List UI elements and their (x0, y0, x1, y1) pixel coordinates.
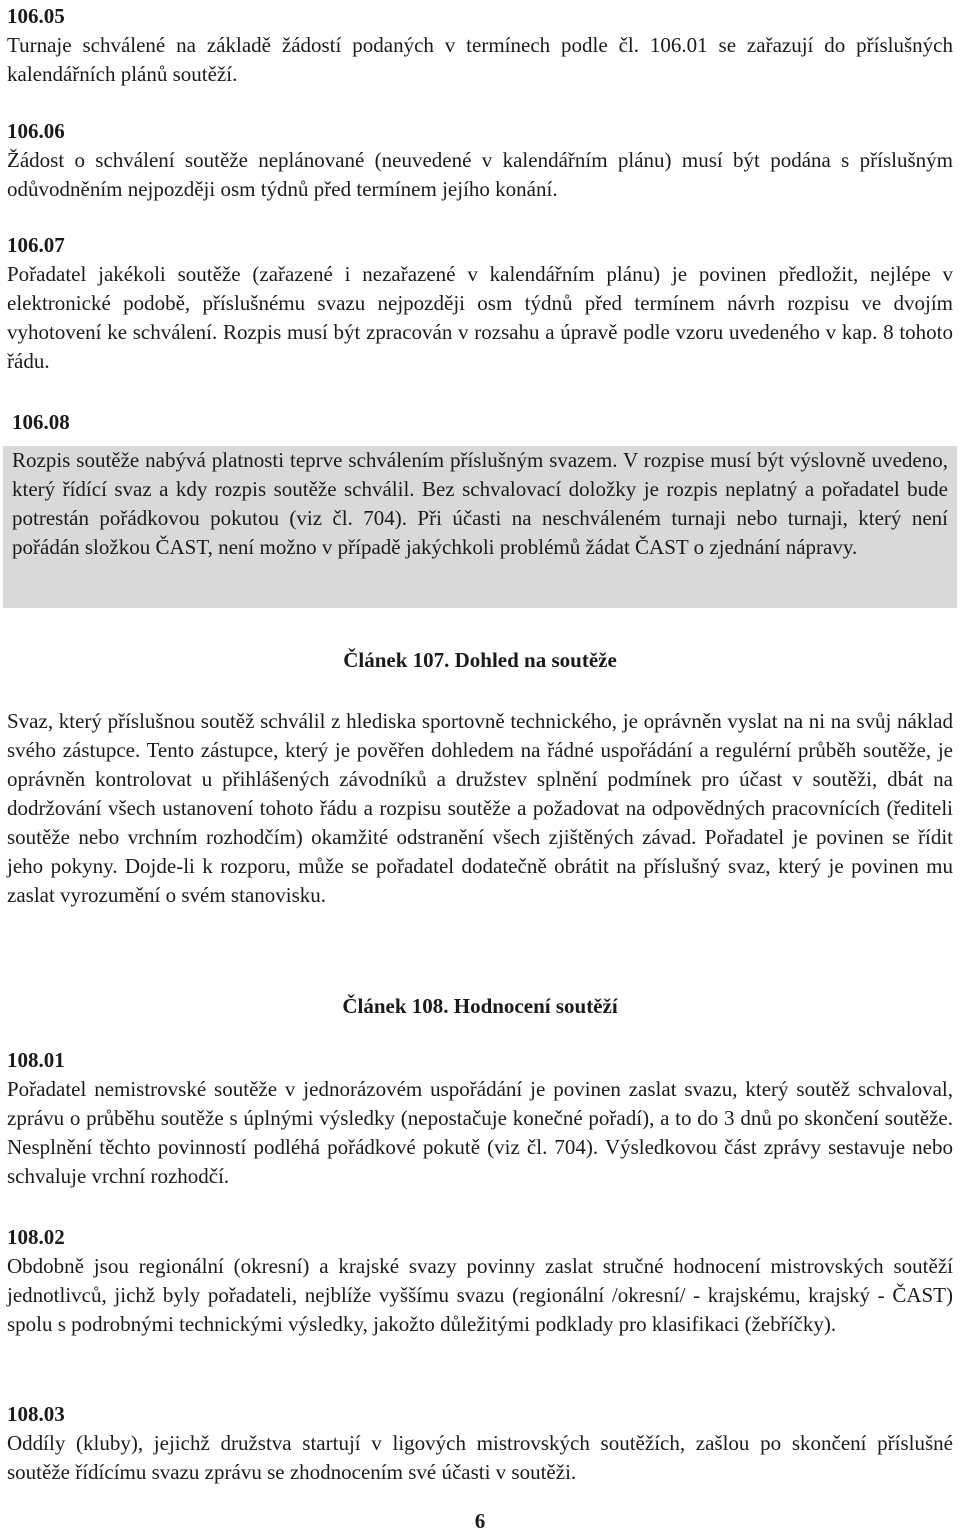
section-text: Oddíly (kluby), jejichž družstva startují v ligových mistrovských soutěžích, zašlou po skončení příslušné soutěže řídícímu svazu zprávu se zhodnocením své účasti v soutěži. (7, 1431, 953, 1484)
page-number: 6 (474, 1509, 486, 1533)
article-107-body (7, 707, 953, 910)
section-number: 106.06 (7, 119, 65, 143)
article-107-heading: Článek 107. Dohled na soutěže (343, 648, 617, 672)
section-106-07 (7, 231, 953, 376)
section-108-01 (7, 1046, 953, 1191)
section-text: Rozpis soutěže nabývá platnosti teprve schválením příslušným svazem. V rozpise musí být výslovně uvedeno, který řídící svaz a kdy rozpis soutěže schválil. Bez schvalovací doložky je rozpis neplatný a pořadatel bude potrestán pořádkovou pokutou (viz čl. 704). Při účasti na neschváleném turnaji nebo turnaji, který není pořádán složkou ČAST, není možno v případě jakýchkoli problémů žádat ČAST o zjednání nápravy. (12, 448, 948, 559)
section-number: 106.08 (12, 410, 70, 434)
article-text: Svaz, který příslušnou soutěž schválil z hlediska sportovně technického, je oprávněn vyslat na ni na svůj náklad svého zástupce. Tento zástupce, který je pověřen dohledem na řádné uspořádání a regulérní průběh soutěže, je oprávněn kontrolovat u přihlášených závodníků a družstev splnění podmínek pro účast v soutěži, dbát na dodržování všech ustanovení tohoto řádu a rozpisu soutěže a požadovat na odpovědných pracovnících (řediteli soutěže nebo vrchním rozhodčím) okamžité odstranění všech zjištěných závad. Pořadatel je povinen se řídit jeho pokyny. Dojde-li k rozporu, může se pořadatel dodatečně obrátit na příslušný svaz, který je povinen mu zaslat vyrozumění o svém stanovisku. (7, 709, 953, 907)
section-number: 108.01 (7, 1048, 65, 1072)
section-108-03 (7, 1400, 953, 1487)
section-text: Pořadatel jakékoli soutěže (zařazené i nezařazené v kalendářním plánu) je povinen předložit, nejlépe v elektronické podobě, příslušnému svazu nejpozději osm týdnů před termínem návrh rozpisu ve dvojím vyhotovení ke schválení. Rozpis musí být zpracován v rozsahu a úpravě podle vzoru uvedeného v kap. 8 tohoto řádu. (7, 262, 953, 373)
section-text: Pořadatel nemistrovské soutěže v jednorázovém uspořádání je povinen zaslat svazu, který soutěž schvaloval, zprávu o průběhu soutěže s úplnými výsledky (nepostačuje konečné pořadí), a to do 3 dnů po skončení soutěže. Nesplnění těchto povinností podléhá pořádkové pokutě (viz čl. 704). Výsledkovou část zprávy sestavuje nebo schvaluje vrchní rozhodčí. (7, 1077, 953, 1188)
section-106-06 (7, 117, 953, 204)
section-106-08 (12, 408, 948, 562)
section-text: Turnaje schválené na základě žádostí podaných v termínech podle čl. 106.01 se zařazují do příslušných kalendářních plánů soutěží. (7, 33, 953, 86)
section-number: 108.03 (7, 1402, 65, 1426)
article-108-heading: Článek 108. Hodnocení soutěží (342, 994, 618, 1018)
section-number: 106.05 (7, 4, 65, 28)
section-text: Žádost o schválení soutěže neplánované (neuvedené v kalendářním plánu) musí být podána s příslušným odůvodněním nejpozději osm týdnů před termínem jejího konání. (7, 148, 953, 201)
section-number: 106.07 (7, 233, 65, 257)
section-text: Obdobně jsou regionální (okresní) a krajské svazy povinny zaslat stručné hodnocení mistrovských soutěží jednotlivců, jichž byly pořadateli, nejblíže vyššímu svazu (regionální /okresní/ - krajskému, krajský - ČAST) spolu s podrobnými technickými výsledky, jakožto důležitými podklady pro klasifikaci (žebříčky). (7, 1254, 953, 1336)
section-number: 108.02 (7, 1225, 65, 1249)
section-108-02 (7, 1223, 953, 1339)
section-106-05 (7, 2, 953, 89)
